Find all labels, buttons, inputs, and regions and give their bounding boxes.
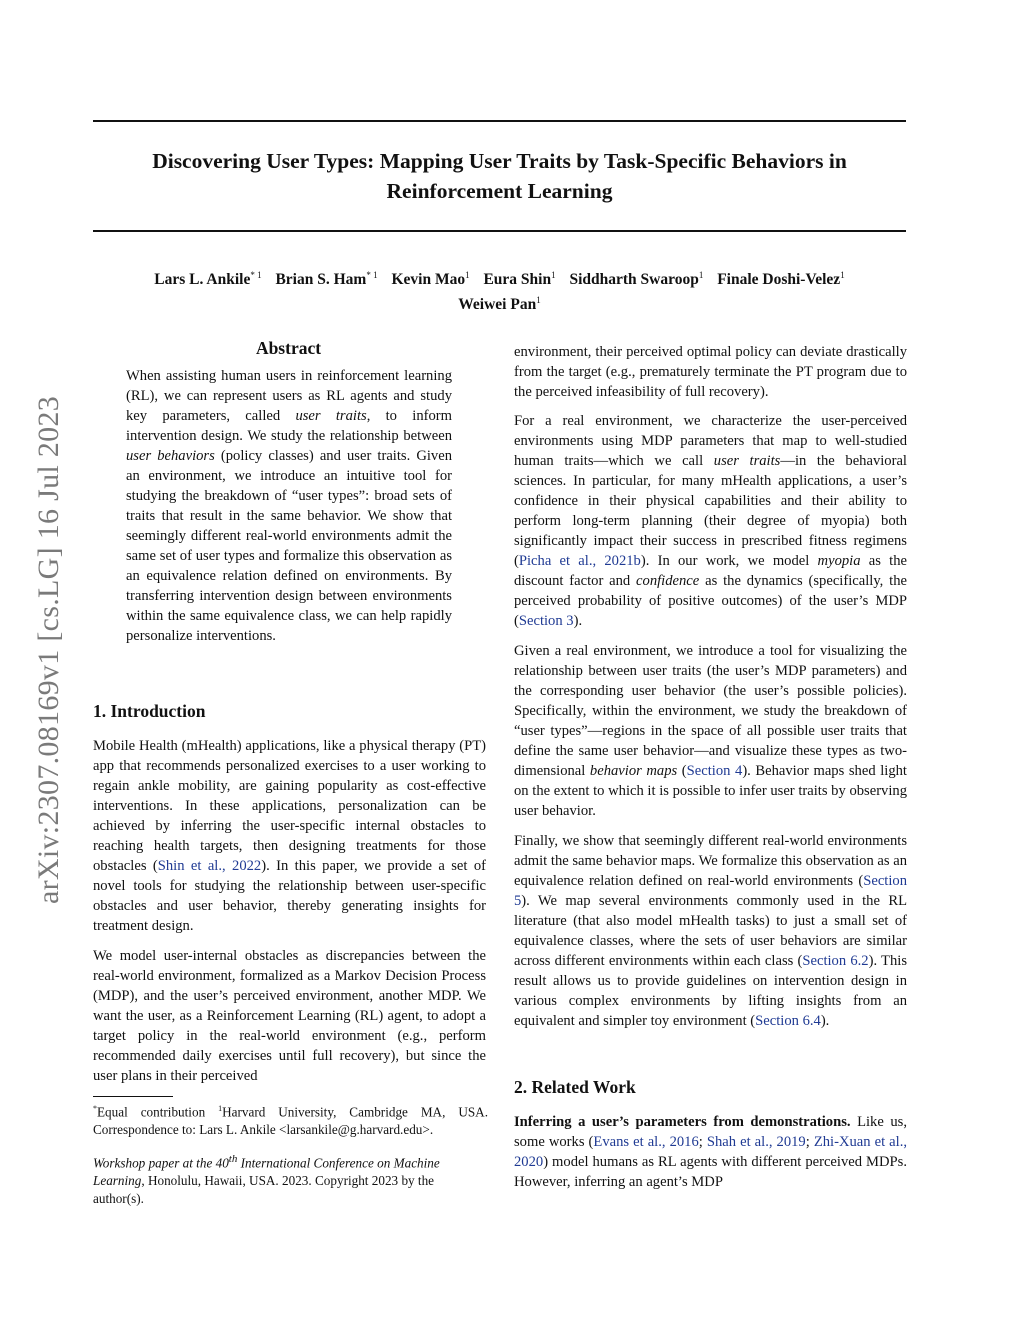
author: Eura Shin$^1$ (483, 270, 556, 288)
right-paragraph-1: environment, their perceived optimal policy can deviate drastically from the target (e.g., prematurely terminate the PT program due to the perceived infeasibility of full recovery). (514, 344, 907, 400)
citation-link[interactable]: Evans et al., 2016 (593, 1134, 699, 1150)
author: Kevin Mao$^1$ (391, 270, 470, 288)
related-work-paragraph: Inferring a user’s parameters from demonstrations. Like us, some works (Evans et al., 2016; Shah et al., 2019; Zhi-Xuan et al., 2020) model humans as RL agents with different perceived MDPs. However, inferring an agent’s MDP (514, 1114, 907, 1190)
footnote-rule (93, 1096, 173, 1097)
right-paragraph-3: Given a real environment, we introduce a tool for visualizing the relationship between user traits (the user’s MDP parameters) and the corresponding user behavior (the user’s possible policies). Specifically, within the environment, we study the breakdown of “user types”—regions in the space of all possible user traits that define the same user behavior—and visualize these types as two-dimensional behavior maps (Section 4). Behavior maps shed light on the extent to which it is possible to infer user traits by observing user behavior. (514, 643, 907, 819)
section-link[interactable]: Section 5 (514, 873, 907, 909)
author: Lars L. Ankile$^{* 1}$ (154, 270, 262, 288)
title-top-rule (93, 120, 906, 122)
author-list (93, 265, 906, 315)
right-paragraph-4: Finally, we show that seemingly different real-world environments admit the same behavior maps. We formalize this observation as an equivalence relation defined on real-world environments (Section 5). We map several environments commonly used in the RL literature (that also model mHealth tasks) to just a small set of equivalence classes, where the sets of user behaviors are similar across different environments within each class (Section 6.2). This result allows us to provide guidelines on intervention design in various complex environments by lifting insights from an equivalent and simpler toy environment (Section 6.4). (514, 833, 908, 1029)
title-line-2: Reinforcement Learning (386, 179, 613, 203)
workshop-note: Workshop paper at the 40th International Conference on Machine Learning, Honolulu, Hawaii, USA. 2023. Copyright 2023 by the author(s). (93, 1153, 440, 1207)
intro-paragraph-2: We model user-internal obstacles as discrepancies between the real-world environment, formalized as a Markov Decision Process (MDP), and the user’s perceived environment, another MDP. We want the user, as a Reinforcement Learning (RL) agent, to adopt a target policy in the real-world environment (e.g., perform recommended daily exercises until full recovery), but since the user plans in their perceived (93, 948, 486, 1084)
author: Siddharth Swaroop$^1$ (569, 270, 704, 288)
title-bottom-rule (93, 230, 906, 232)
footnote: *Equal contribution $^1$Harvard University, Cambridge MA, USA. Correspondence to: Lars L. Ankile <larsankile@g.harvard.edu>. (93, 1104, 488, 1138)
citation-link[interactable]: Zhi-Xuan et al., 2020 (514, 1134, 907, 1170)
section-link[interactable]: Section 6.2 (802, 953, 869, 969)
arxiv-identifier: arXiv:2307.08169v1 [cs.LG] 16 Jul 2023 (32, 395, 65, 905)
section-link[interactable]: Section 3 (518, 613, 574, 629)
section-heading-related-work: 2. Related Work (514, 1077, 636, 1097)
abstract-heading: Abstract (255, 338, 322, 358)
section-link[interactable]: Section 4 (686, 763, 743, 779)
author: Brian S. Ham$^{* 1}$ (275, 270, 378, 288)
citation-link[interactable]: Shah et al., 2019 (706, 1134, 806, 1150)
abstract-body: When assisting human users in reinforcement learning (RL), we can represent users as RL agents and study key parameters, called user traits, to inform intervention design. We study the relationship between user behaviors (policy classes) and user traits. Given an environment, we introduce an intuitive tool for studying the breakdown of “user types”: broad sets of traits that result in the same behavior. We show that seemingly different real-world environments admit the same set of user types and formalize this observation as an equivalence relation defined on environments. By transferring intervention design between environments within the same equivalence class, we can help rapidly personalize interventions. (126, 368, 452, 644)
intro-paragraph-1: Mobile Health (mHealth) applications, like a physical therapy (PT) app that recommends personalized exercises to a user working to regain ankle mobility, are gaining popularity as cost-effective interventions. In these applications, personalization can be achieved by inferring the user-specific internal obstacles to reaching health targets, then designing treatments for those obstacles (Shin et al., 2022). In this paper, we provide a set of novel tools for studying the relationship between user-specific obstacles and user behavior, thereby generating insights for treatment design. (93, 738, 486, 934)
section-link[interactable]: Section 6.4 (755, 1013, 821, 1029)
citation-link[interactable]: Picha et al., 2021b (518, 553, 641, 569)
right-paragraph-2: For a real environment, we characterize the user-perceived environments using MDP parameters that map to well-studied human traits—which we call user traits—in the behavioral sciences. In particular, for many mHealth applications, a user’s confidence in their physical capabilities and their ability to perform long-term planning (their degree of myopia) both significantly impact their success in prescribed fitness regimens (Picha et al., 2021b). In our work, we model myopia as the discount factor and confidence as the dynamics (specifically, the perceived probability of positive outcomes) of the user’s MDP (Section 3). (514, 413, 907, 629)
author: Weiwei Pan$^1$ (458, 295, 541, 313)
section-heading-introduction: 1. Introduction (93, 701, 206, 721)
paper-title (93, 146, 906, 206)
title-line-1: Discovering User Types: Mapping User Traits by Task-Specific Behaviors in (152, 149, 847, 173)
citation-link[interactable]: Shin et al., 2022 (157, 858, 262, 874)
author: Finale Doshi-Velez$^1$ (717, 270, 845, 288)
